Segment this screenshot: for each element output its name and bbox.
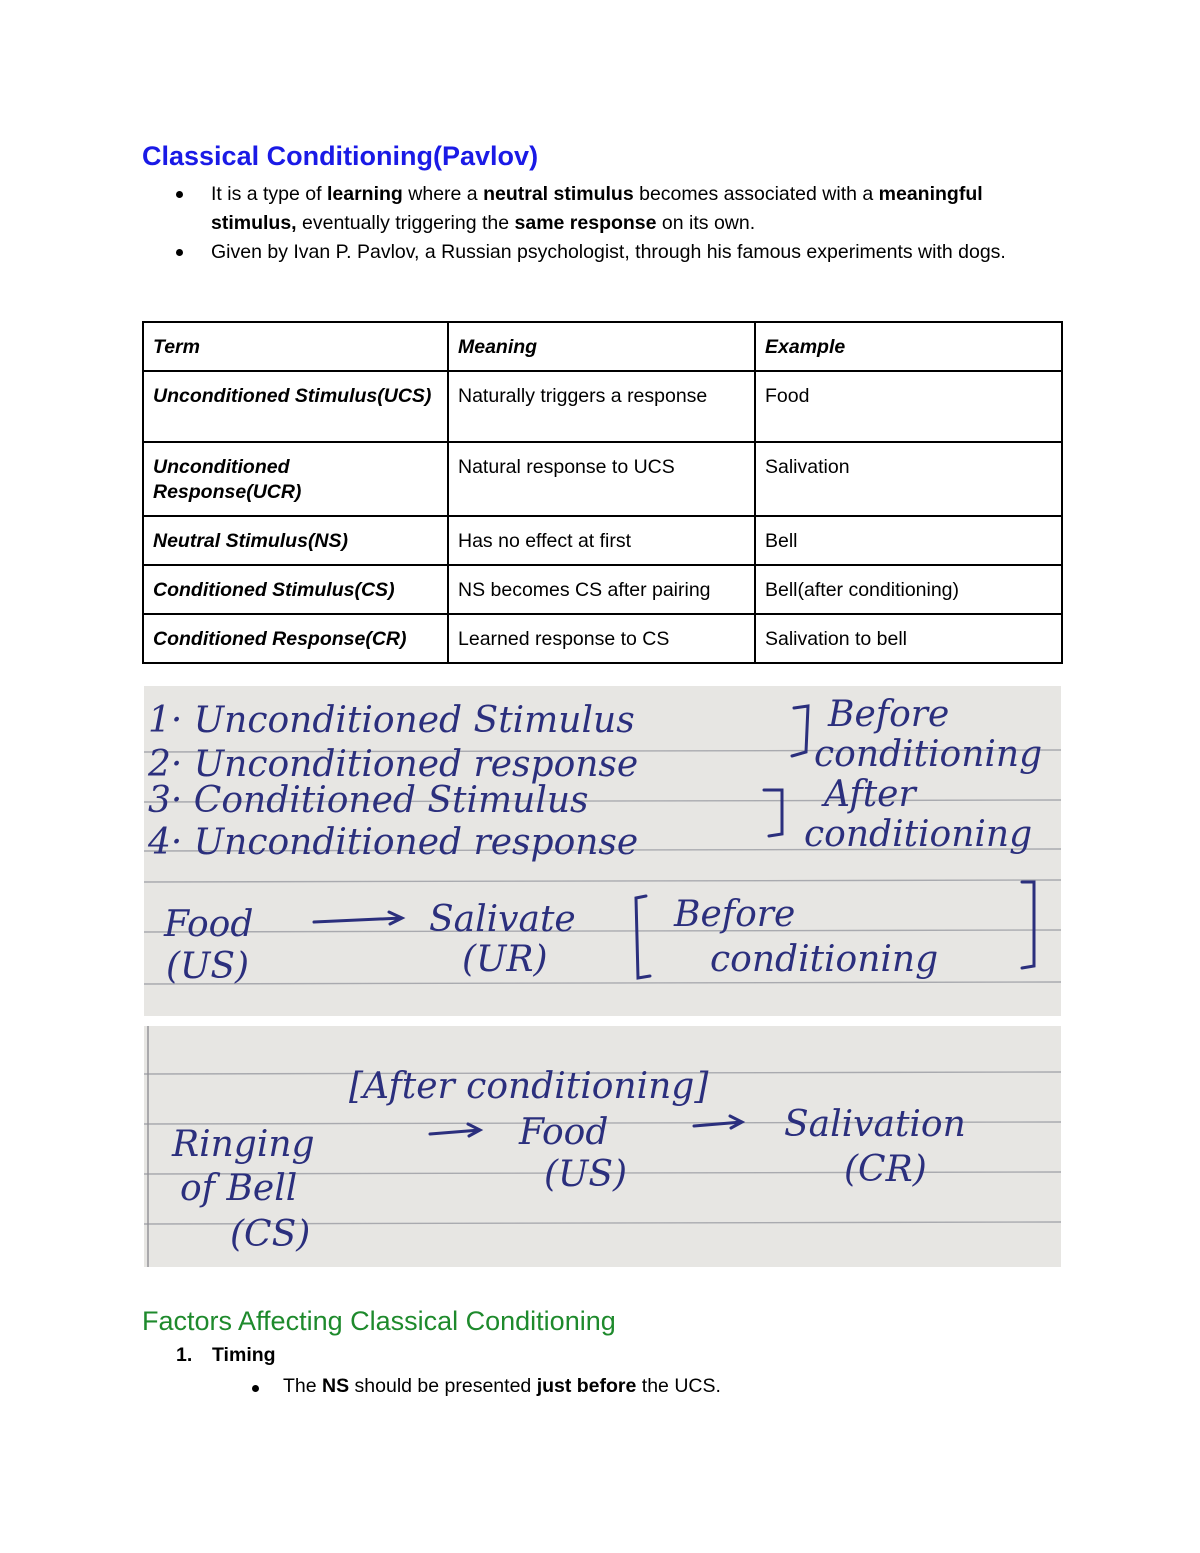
- meaning-cell: Natural response to UCS: [448, 442, 755, 516]
- table-row: [143, 516, 1062, 565]
- handwritten-line: 2· Unconditioned response: [148, 744, 639, 785]
- arrow-icon: [694, 1116, 742, 1128]
- handwritten-label: (CR): [844, 1149, 927, 1190]
- header-meaning: Meaning: [448, 322, 755, 371]
- handwritten-label: of Bell: [180, 1168, 298, 1209]
- handwritten-line: 1· Unconditioned Stimulus: [148, 700, 635, 741]
- handwritten-label: Salivation: [784, 1104, 966, 1145]
- term-cell: Conditioned Stimulus(CS): [143, 565, 448, 614]
- text-run: where a: [402, 183, 484, 205]
- text-run: The: [283, 1375, 323, 1397]
- bold-term: NS: [322, 1375, 350, 1397]
- handwritten-label: conditioning: [814, 734, 1043, 775]
- table-row: [143, 614, 1062, 663]
- table-row: [143, 565, 1062, 614]
- list-item: Given by Ivan P. Pavlov, a Russian psychologist, through his famous experiments with dogs.: [176, 238, 1066, 267]
- header-term: Term: [143, 322, 448, 371]
- example-cell: Salivation: [755, 442, 1062, 516]
- bracket-mark: [792, 706, 808, 756]
- bracket-mark: [636, 896, 650, 978]
- handwritten-label: conditioning: [804, 814, 1033, 855]
- example-cell: Salivation to bell: [755, 614, 1062, 663]
- bracket-mark: [1022, 882, 1034, 968]
- bold-term: just before: [536, 1375, 637, 1397]
- header-example: Example: [755, 322, 1062, 371]
- handwritten-note-image-1: [144, 686, 1061, 1016]
- term-cell: Neutral Stimulus(NS): [143, 516, 448, 565]
- example-cell: Food: [755, 371, 1062, 442]
- handwritten-label: (CS): [230, 1214, 311, 1255]
- term-cell: Unconditioned Response(UCR): [143, 442, 448, 516]
- page-title: Classical Conditioning(Pavlov): [142, 141, 539, 171]
- meaning-cell: NS becomes CS after pairing: [448, 565, 755, 614]
- item-label: Timing: [212, 1344, 276, 1366]
- term-cell: Conditioned Response(CR): [143, 614, 448, 663]
- item-number: 1.: [176, 1344, 193, 1366]
- section-heading-factors: Factors Affecting Classical Conditioning: [142, 1306, 616, 1336]
- text-run: eventually triggering the: [296, 212, 515, 234]
- arrow-icon: [430, 1124, 480, 1136]
- list-item: [252, 1375, 721, 1398]
- handwritten-label: (US): [166, 946, 250, 987]
- text-run: should be presented: [349, 1375, 537, 1397]
- handwritten-line: 3· Conditioned Stimulus: [148, 780, 589, 821]
- handwritten-label: Food: [519, 1112, 609, 1153]
- handwritten-label: Before: [674, 894, 796, 935]
- handwritten-note-image-2: [144, 1026, 1061, 1267]
- handwritten-label: After: [824, 774, 916, 815]
- text-run: the UCS.: [636, 1375, 721, 1397]
- handwritten-label: Food: [164, 904, 254, 945]
- arrow-icon: [314, 912, 402, 924]
- meaning-cell: Naturally triggers a response: [448, 371, 755, 442]
- handwritten-line: 4· Unconditioned response: [148, 822, 639, 863]
- numbered-item-timing: [176, 1344, 276, 1367]
- handwritten-label: (US): [544, 1154, 628, 1195]
- meaning-cell: Has no effect at first: [448, 516, 755, 565]
- bold-term: same response: [514, 212, 657, 234]
- list-item: [176, 180, 1066, 238]
- terms-table: [142, 321, 1063, 664]
- table-header-row: [143, 322, 1062, 371]
- text-run: on its own.: [656, 212, 756, 234]
- text-run: It is a type of: [211, 183, 327, 205]
- handwritten-label: conditioning: [710, 939, 939, 980]
- handwritten-label: Salivate: [429, 899, 576, 940]
- intro-bullet-list: [176, 180, 1066, 267]
- handwritten-label: Ringing: [172, 1124, 315, 1165]
- bold-term: meaningful stimulus,: [211, 183, 983, 234]
- handwritten-heading: [After conditioning]: [349, 1066, 709, 1107]
- bold-term: learning: [326, 183, 403, 205]
- table-row: [143, 371, 1062, 442]
- meaning-cell: Learned response to CS: [448, 614, 755, 663]
- example-cell: Bell(after conditioning): [755, 565, 1062, 614]
- term-cell: Unconditioned Stimulus(UCS): [143, 371, 448, 442]
- handwritten-label: (UR): [462, 939, 548, 980]
- text-run: becomes associated with a: [633, 183, 879, 205]
- example-cell: Bell: [755, 516, 1062, 565]
- table-row: [143, 442, 1062, 516]
- handwritten-label: Before: [828, 694, 950, 735]
- bracket-mark: [764, 790, 782, 836]
- bold-term: neutral stimulus: [483, 183, 634, 205]
